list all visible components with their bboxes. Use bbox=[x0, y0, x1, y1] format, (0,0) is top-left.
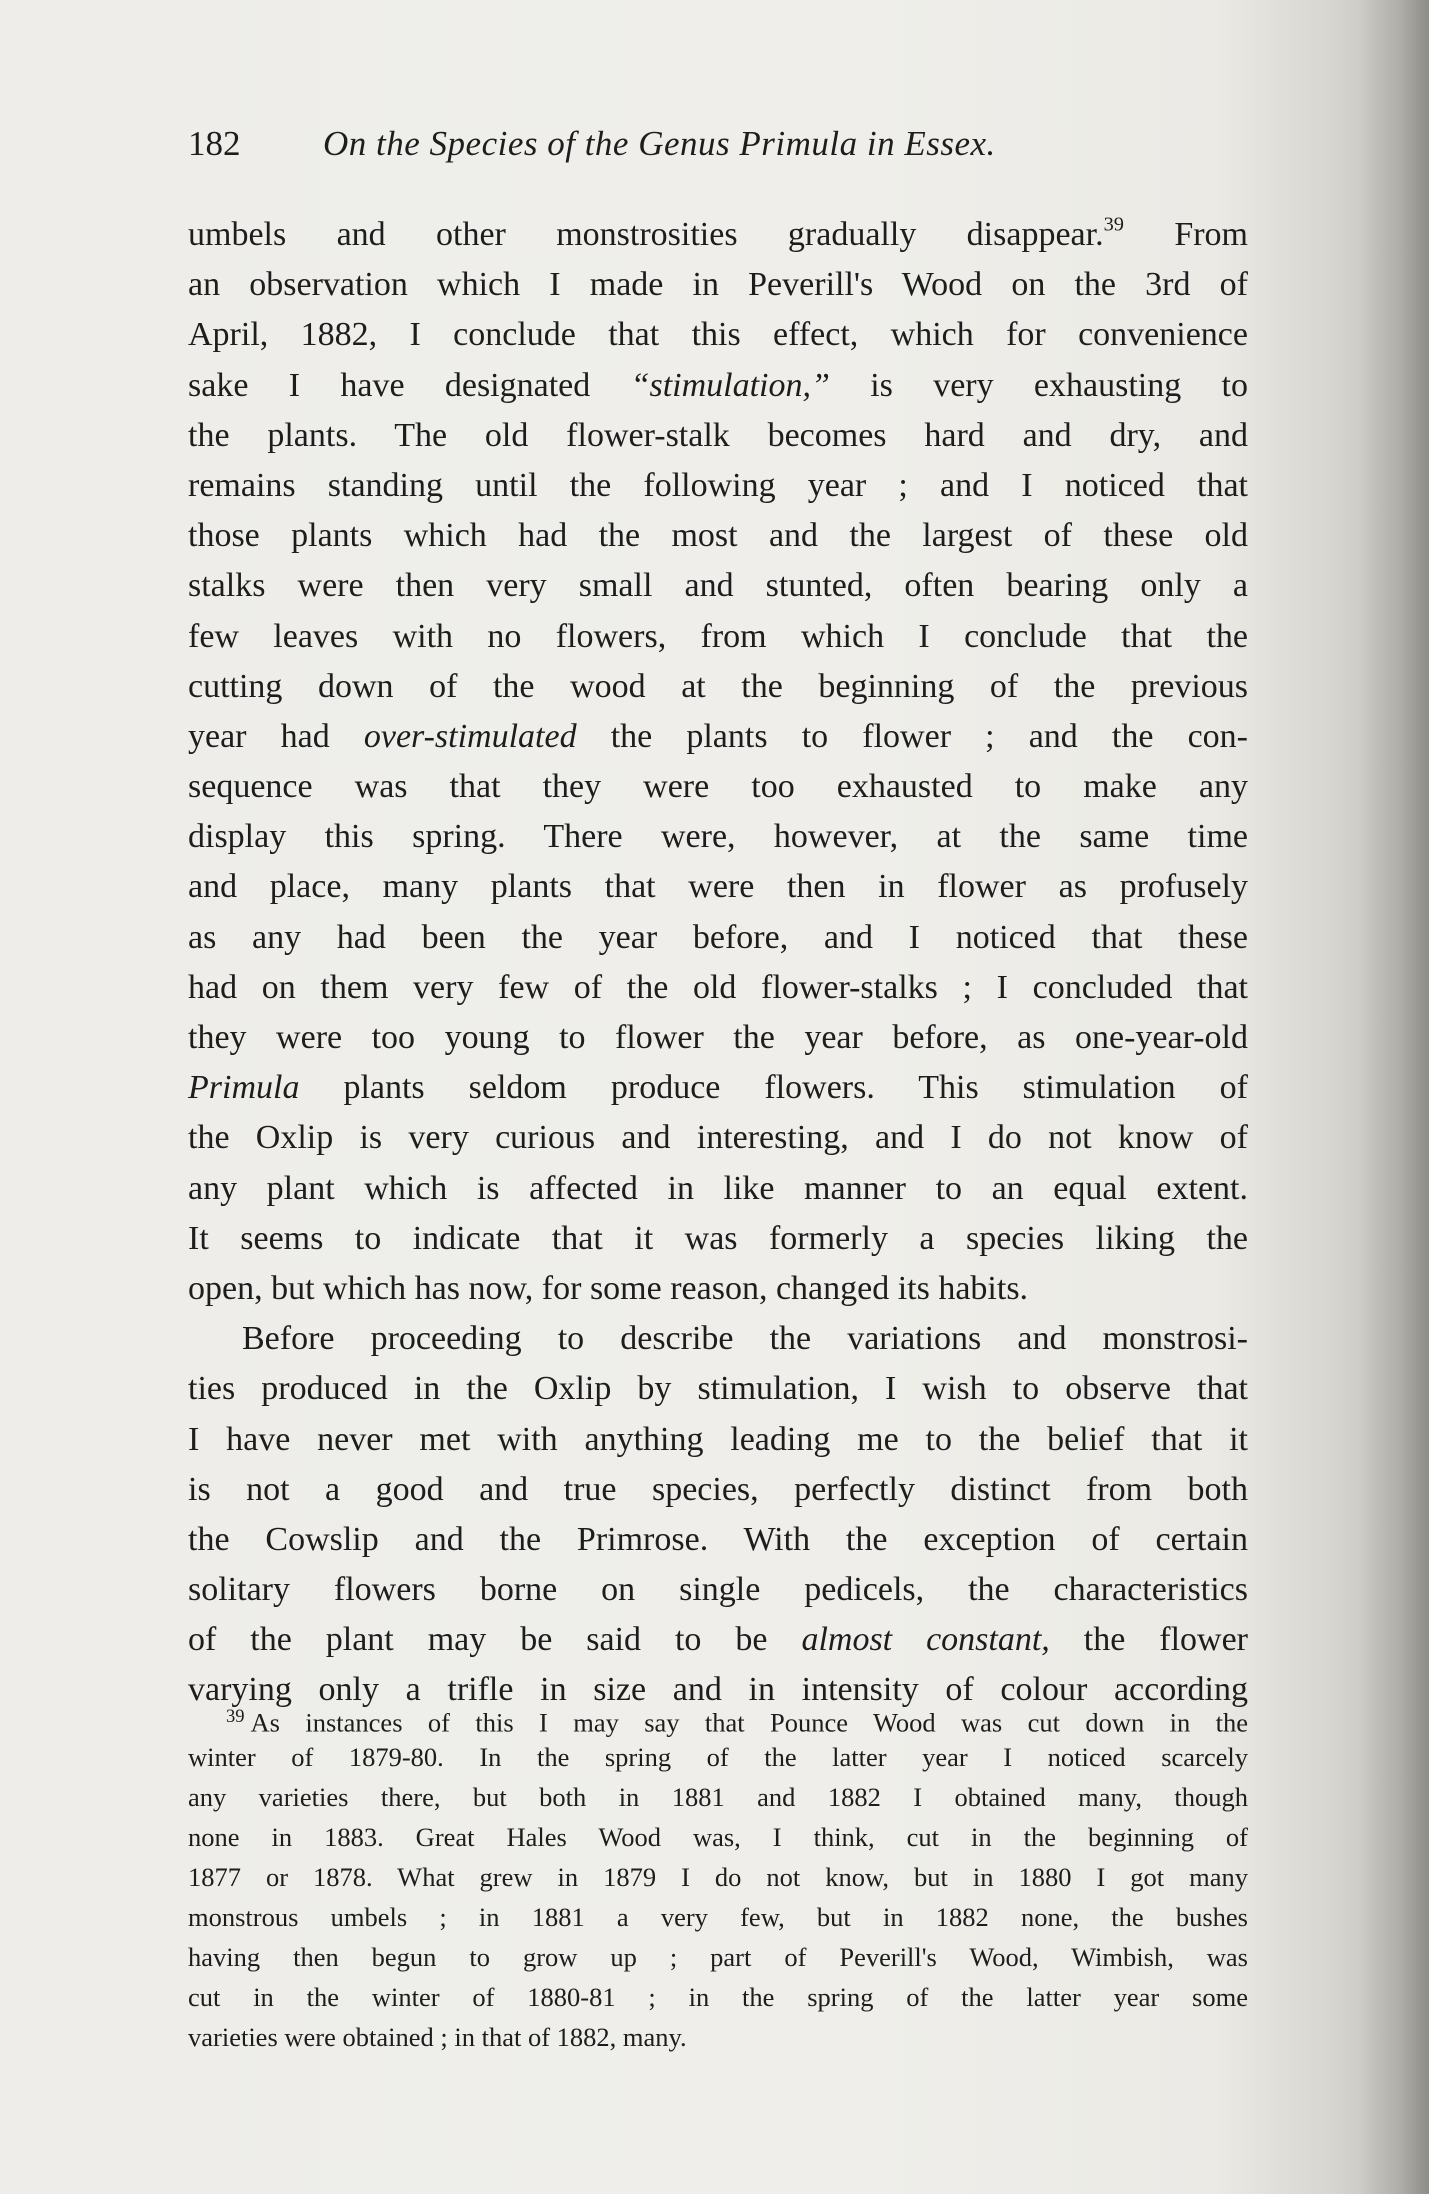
footnote-line: any varieties there, but both in 1881 and 1882 I obtained many, though bbox=[188, 1782, 1248, 1812]
text-line: April, 1882, I conclude that this effect, which for convenience bbox=[188, 316, 1248, 354]
text-line: remains standing until the following year ; and I noticed that bbox=[188, 466, 1248, 504]
footnote-line: having then begun to grow up ; part of Peverill's Wood, Wimbish, was bbox=[188, 1942, 1248, 1972]
text-line: umbels and other monstrosities gradually disappear.$^{39}$ From bbox=[188, 213, 1249, 253]
text-line: Primula plants seldom produce flowers. This stimulation of bbox=[188, 1069, 1248, 1107]
page-edge-shadow bbox=[1359, 0, 1429, 2194]
text-line: cutting down of the wood at the beginning of the previous bbox=[188, 667, 1248, 705]
text-line: Before proceeding to describe the variations and monstrosi- bbox=[242, 1320, 1248, 1358]
emphasis: Primula bbox=[188, 1069, 300, 1107]
text-line: the Cowslip and the Primrose. With the exception of certain bbox=[188, 1520, 1248, 1558]
text-line: sake I have designated “stimulation,” is very exhausting to bbox=[188, 366, 1248, 404]
footnote-reference: 39 bbox=[1103, 213, 1124, 236]
text-line: the plants. The old flower-stalk becomes hard and dry, and bbox=[188, 416, 1248, 454]
text-line: display this spring. There were, however, at the same time bbox=[188, 818, 1248, 856]
text-line: stalks were then very small and stunted, often bearing only a bbox=[188, 567, 1248, 605]
footnote-line: winter of 1879-80. In the spring of the latter year I noticed scarcely bbox=[188, 1742, 1248, 1772]
text-line: as any had been the year before, and I noticed that these bbox=[188, 918, 1248, 956]
main-text bbox=[188, 210, 1248, 1716]
text-line: the Oxlip is very curious and interesting, and I do not know of bbox=[188, 1119, 1248, 1157]
text-line: year had over-stimulated the plants to flower ; and the con- bbox=[188, 717, 1248, 755]
text-line: It seems to indicate that it was formerly a species liking the bbox=[188, 1219, 1248, 1257]
text-line: few leaves with no flowers, from which I conclude that the bbox=[188, 617, 1248, 655]
text-line: varying only a trifle in size and in intensity of colour according bbox=[188, 1671, 1248, 1709]
footnote-line: varieties were obtained ; in that of 1882, many. bbox=[188, 2022, 687, 2052]
text-line: sequence was that they were too exhausted to make any bbox=[188, 768, 1248, 806]
text-line: solitary flowers borne on single pedicels, the characteristics bbox=[188, 1571, 1248, 1609]
text-line: had on them very few of the old flower-stalks ; I concluded that bbox=[188, 968, 1248, 1006]
footnote-line: cut in the winter of 1880-81 ; in the spring of the latter year some bbox=[188, 1982, 1248, 2012]
text-line: an observation which I made in Peverill's Wood on the 3rd of bbox=[188, 266, 1248, 304]
page-header bbox=[188, 124, 1248, 184]
text-line: I have never met with anything leading me to the belief that it bbox=[188, 1420, 1248, 1458]
footnote-line: none in 1883. Great Hales Wood was, I think, cut in the beginning of bbox=[188, 1822, 1248, 1852]
footnote-marker: 39 bbox=[226, 1706, 245, 1727]
text-line: they were too young to flower the year before, as one-year-old bbox=[188, 1019, 1248, 1056]
text-line: is not a good and true species, perfectly distinct from both bbox=[188, 1470, 1248, 1508]
footnote-line: 1877 or 1878. What grew in 1879 I do not know, but in 1880 I got many bbox=[188, 1862, 1248, 1892]
emphasis: over-stimulated bbox=[363, 717, 577, 755]
running-title: On the Species of the Genus Primula in Essex. bbox=[323, 124, 996, 163]
text-line: those plants which had the most and the largest of these old bbox=[188, 517, 1248, 555]
text-line: any plant which is affected in like manner to an equal extent. bbox=[188, 1169, 1248, 1207]
footnote-line: monstrous umbels ; in 1881 a very few, but in 1882 none, the bushes bbox=[188, 1902, 1248, 1932]
emphasis: almost constant, bbox=[801, 1621, 1050, 1659]
page-number: 182 bbox=[188, 124, 241, 163]
text-line: open, but which has now, for some reason, changed its habits. bbox=[188, 1269, 1029, 1307]
footnote bbox=[188, 1697, 1248, 2057]
emphasis: “stimulation,” bbox=[630, 366, 830, 404]
text-line: and place, many plants that were then in flower as profusely bbox=[188, 868, 1248, 906]
text-line: ties produced in the Oxlip by stimulation, I wish to observe that bbox=[188, 1370, 1248, 1408]
footnote-line: $^{39}$ As instances of this I may say that Pounce Wood was cut down in the bbox=[226, 1706, 1248, 1738]
text-line: of the plant may be said to be almost constant, the flower bbox=[188, 1621, 1248, 1659]
